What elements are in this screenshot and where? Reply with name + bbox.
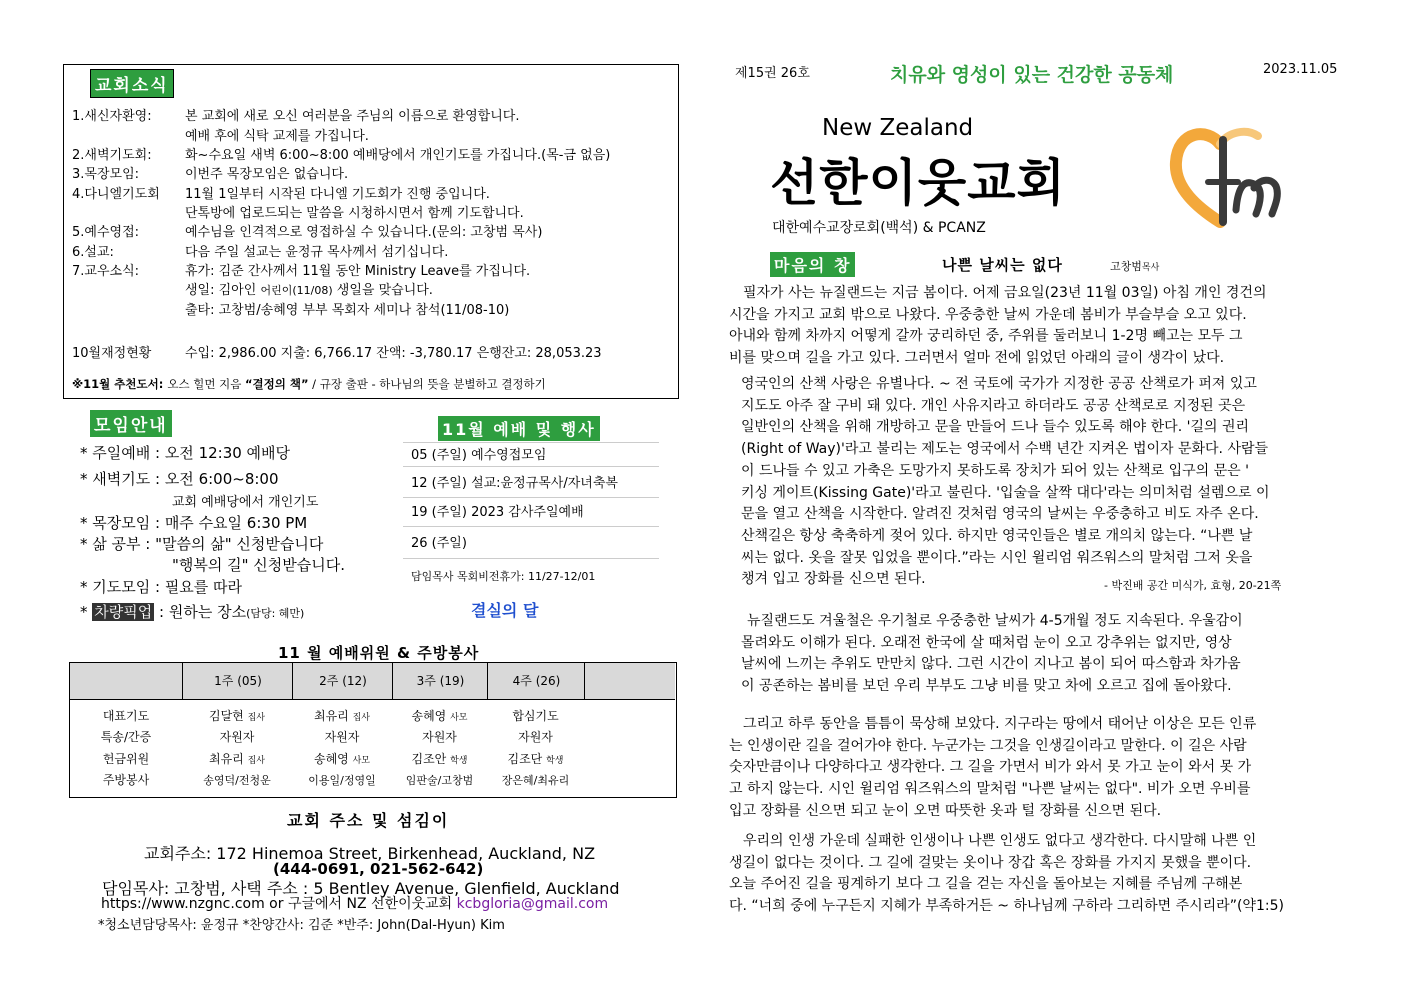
meeting-cell-group: * 목장모임 : 매주 수요일 6:30 PM xyxy=(80,514,308,532)
meeting-sunday-worship: * 주일예배 : 오전 12:30 예배당 xyxy=(80,444,291,462)
pastor-address: 담임목사: 고창범, 사택 주소 : 5 Bentley Avenue, Glenfield, Auckland xyxy=(102,879,620,898)
meeting-dawn-prayer-sub: 교회 예배당에서 개인기도 xyxy=(172,495,319,510)
role-cell: 헌금위원 xyxy=(102,752,150,766)
meeting-car-pickup: * 차량픽업 : 원하는 장소(담당: 혜만) xyxy=(80,603,305,621)
staff-line: *청소년담당목사: 윤정규 *찬양간사: 김준 *반주: John(Dal-Hyun) Kim xyxy=(98,918,505,933)
table-header-cell: 2주 (12) xyxy=(292,663,393,699)
column-title: 나쁜 날씨는 없다 xyxy=(942,256,1063,274)
meeting-guide-title: 모임안내 xyxy=(90,410,172,437)
meeting-life-study: * 삶 공부 : "말씀의 삶" 신청받습니다 xyxy=(80,535,324,553)
table-cell: 자원자 xyxy=(422,730,457,744)
table-cell: 송혜영 사모 xyxy=(314,752,370,766)
church-motto: 치유와 영성이 있는 건강한 공동체 xyxy=(890,64,1174,86)
meeting-life-study-sub: "행복의 길" 신청받습니다. xyxy=(172,556,346,574)
column-tag: 마음의 창 xyxy=(770,252,855,277)
web-line: https://www.nzgnc.com or 구글에서 NZ 선한이웃교회 kcbgloria@gmail.com xyxy=(101,896,609,912)
address-title: 교회 주소 및 섬김이 xyxy=(287,811,450,830)
recommended-book: ※11월 추천도서: 오스 힐먼 지음 “결정의 책” / 규장 출판 - 하나님의 뜻을 분별하고 결정하기 xyxy=(72,377,546,391)
article-paragraph: 뉴질랜드도 겨울철은 우기철로 우중충한 날씨가 4-5개월 정도 지속된다. 우울감이 몰려와도 이해가 된다. 오래전 한국에 살 때처럼 눈이 오고 강추위는 없지만, 영상 날씨에 느끼는 추위도 만만치 않다. 그런 시간이 지나고 봄이 되어 따스함과 차가움 이 공존하는 봄비를 보던 우리 부부도 그냥 비를 맞고 차에 오르고 집에 돌아왔다. xyxy=(741,613,1243,695)
table-cell: 자원자 xyxy=(324,730,360,744)
role-cell: 주방봉사 xyxy=(102,773,150,787)
article-paragraph: 우리의 인생 가운데 실패한 인생이나 나쁜 인생도 없다고 생각한다. 다시말해 나쁜 인 생길이 없다는 것이다. 그 길에 걸맞는 옷이나 장갑 혹은 장화를 가지지 못했을 뿐이다. 오늘 주어진 길을 핑계하기 보다 그 길을 걷는 자신을 돌아보는 지혜를 주님께 구해본 다. “너희 중에 누구든지 지혜가 부족하거든 ~ 하나님께 구하라 그리하면 주시리라”(약1:5) xyxy=(729,833,1284,915)
table-cell: 송혜영 사모 xyxy=(411,709,468,723)
table-cell: 임판술/고창범 xyxy=(405,774,474,787)
news-item-daniel-prayer-line2: 단톡방에 업로드되는 말씀을 시청하시면서 함께 기도합니다. xyxy=(185,206,524,221)
event-row: 05 (주일) 예수영접모임 xyxy=(403,442,659,467)
news-item-newcomer: 1.새신자환영: 본 교회에 새로 오신 여러분을 주님의 이름으로 환영합니다. xyxy=(72,109,520,124)
article-quote: 영국인의 산책 사랑은 유별나다. ~ 전 국토에 국가가 지정한 공공 산책로가 퍼져 있고 지도도 아주 잘 구비 돼 있다. 개인 사유지라고 하더라도 공공 산책로로 지정된 곳은 일반인의 산책을 위해 개방하고 문을 만들어 드나 들수 있도록 해야 한다. '길의 권리 (Right of Way)'라고 불리는 제도는 영국에서 수백 년간 지켜온 법이자 문화다. 사람들 이 드나들 수 있고 가축은 도망가지 못하도록 장치가 되어 있는 산책로 입구의 문은 ' 키싱 게이트(Kissing Gate)'라고 불린다. '입술을 살짝 대다'라는 의미처럼 설렘으로 이 문을 열고 산책을 시작한다. 알려진 것처럼 영국의 날씨는 우중충하고 비도 자주 온다. 산책길은 항상 축축하게 젖어 있다. 하지만 영국인들은 별로 개의치 않는다. “나쁜 날 씨는 없다. 옷을 잘못 입었을 뿐이다.”라는 시인 윌리엄 워즈워스의 말처럼 그저 옷을 챙겨 입고 장화를 신으면 된다. xyxy=(741,376,1270,588)
issue-number: 제15권 26호 xyxy=(735,66,810,81)
month-motto: 결실의 달 xyxy=(471,601,539,620)
table-cell: 최유리 집사 xyxy=(314,709,370,723)
table-header-cell: 1주 (05) xyxy=(182,663,293,699)
committee-table-title: 11 월 예배위원 & 주방봉사 xyxy=(278,644,480,662)
table-cell: 합심기도 xyxy=(512,709,559,723)
news-item-daniel-prayer: 4.다니엘기도회 11월 1일부터 시작된 다니엘 기도회가 진행 중입니다. xyxy=(72,187,490,202)
news-item-cell-group: 3.목장모임: 이번주 목장모임은 없습니다. xyxy=(72,167,349,182)
table-cell: 이용일/정영일 xyxy=(308,774,376,787)
role-cell: 대표기도 xyxy=(102,709,150,723)
events-title: 11월 예배 및 행사 xyxy=(438,416,600,441)
quote-source: - 박진배 공간 미식가, 효형, 20-21쪽 xyxy=(1104,579,1282,592)
role-cell: 특송/간증 xyxy=(100,730,152,744)
news-item-travel: 출타: 고창범/송혜영 부부 목회자 세미나 참석(11/08-10) xyxy=(185,303,510,318)
table-cell: 김조안 학생 xyxy=(411,752,468,766)
heart-cross-logo-icon xyxy=(1168,122,1288,230)
event-row: 12 (주일) 설교:윤정규목사/자녀축복 xyxy=(403,470,659,498)
event-row: 26 (주일) xyxy=(403,529,659,559)
church-name: 선한이웃교회 xyxy=(770,154,1066,212)
website-link[interactable]: https://www.nzgnc.com xyxy=(101,896,265,912)
meeting-dawn-prayer: * 새벽기도 : 오전 6:00~8:00 xyxy=(80,470,279,488)
news-item-sermon: 6.설교: 다음 주일 설교는 윤정규 목사께서 섬기십니다. xyxy=(72,245,449,260)
table-header-cell xyxy=(70,663,182,699)
committee-table xyxy=(69,662,677,798)
table-header-cell: 3주 (19) xyxy=(392,663,488,699)
news-item-newcomer-line2: 예배 후에 식탁 교제를 가집니다. xyxy=(185,129,369,144)
table-cell: 자원자 xyxy=(219,730,255,744)
news-item-birthday: 생일: 김아인 어린이(11/08) 생일을 맞습니다. xyxy=(185,283,433,298)
table-cell: 송영덕/전청운 xyxy=(203,774,271,787)
table-header-cell: 4주 (26) xyxy=(487,663,585,699)
news-item-accept-jesus: 5.예수영접: 예수님을 인격적으로 영접하실 수 있습니다.(문의: 고창범 목사) xyxy=(72,225,543,240)
church-address: 교회주소: 172 Hinemoa Street, Birkenhead, Auckland, NZ xyxy=(144,844,596,863)
table-header-cell xyxy=(584,663,676,699)
article-paragraph: 그리고 하루 동안을 틈틈이 묵상해 보았다. 지구라는 땅에서 태어난 이상은 모든 인류 는 인생이란 길을 걸어가야 한다. 누군가는 그것을 인생길이라고 말한다. 이 길은 사람 숫자만큼이나 다양하다고 생각한다. 그 길을 가면서 비가 와서 못 가고 눈이 와서 못 가 고 하지 않는다. 시인 윌리엄 워즈워스의 말처럼 "나쁜 날씨는 없다". 비가 오면 우비를 입고 장화를 신으면 되고 눈이 오면 따뜻한 옷과 털 장화를 신으면 된다. xyxy=(729,716,1257,819)
article-paragraph: 필자가 사는 뉴질랜드는 지금 봄이다. 어제 금요일(23년 11월 03일) 아침 개인 경건의 시간을 가지고 교회 밖으로 나왔다. 우중충한 날씨 가운데 봄비가 부슬부슬 오고 있다. 아내와 함께 차까지 어떻게 갈까 궁리하던 중, 주위를 둘러보니 1-2명 빼고는 모두 그 비를 맞으며 길을 가고 있다. 그러면서 얼마 전에 읽었던 아래의 글이 생각이 났다. xyxy=(729,285,1267,367)
church-news-title: 교회소식 xyxy=(90,69,174,98)
table-cell: 최유리 집사 xyxy=(209,752,265,766)
news-item-member-news: 7.교우소식: 휴가: 김준 간사께서 11월 동안 Ministry Leave를 가집니다. xyxy=(72,264,531,279)
church-news-box xyxy=(63,64,679,399)
event-row: 19 (주일) 2023 감사주일예배 xyxy=(403,499,659,527)
news-item-dawn-prayer: 2.새벽기도회: 화~수요일 새벽 6:00~8:00 예배당에서 개인기도를 가집니다.(목-금 없음) xyxy=(72,148,611,163)
vacation-note: 담임목사 목회비전휴가: 11/27-12/01 xyxy=(411,570,596,583)
meeting-prayer: * 기도모임 : 필요를 따라 xyxy=(80,578,243,596)
column-author: 고창범목사 xyxy=(1110,260,1160,273)
table-cell: 김달현 집사 xyxy=(209,709,265,723)
email-link[interactable]: kcbgloria@gmail.com xyxy=(456,896,609,912)
table-cell: 장은혜/최유리 xyxy=(501,774,570,787)
table-cell: 김조단 학생 xyxy=(507,752,564,766)
bulletin-date: 2023.11.05 xyxy=(1263,62,1338,77)
committee-table-header xyxy=(70,663,675,700)
denomination: 대한예수교장로회(백석) & PCANZ xyxy=(772,220,986,236)
finance-status: 10월재정현황 수입: 2,986.00 지출: 6,766.17 잔액: -3,780.17 은행잔고: 28,053.23 xyxy=(72,346,602,361)
country-label: New Zealand xyxy=(822,115,974,141)
phone-numbers: (444-0691, 021-562-642) xyxy=(273,860,484,878)
table-cell: 자원자 xyxy=(518,730,553,744)
